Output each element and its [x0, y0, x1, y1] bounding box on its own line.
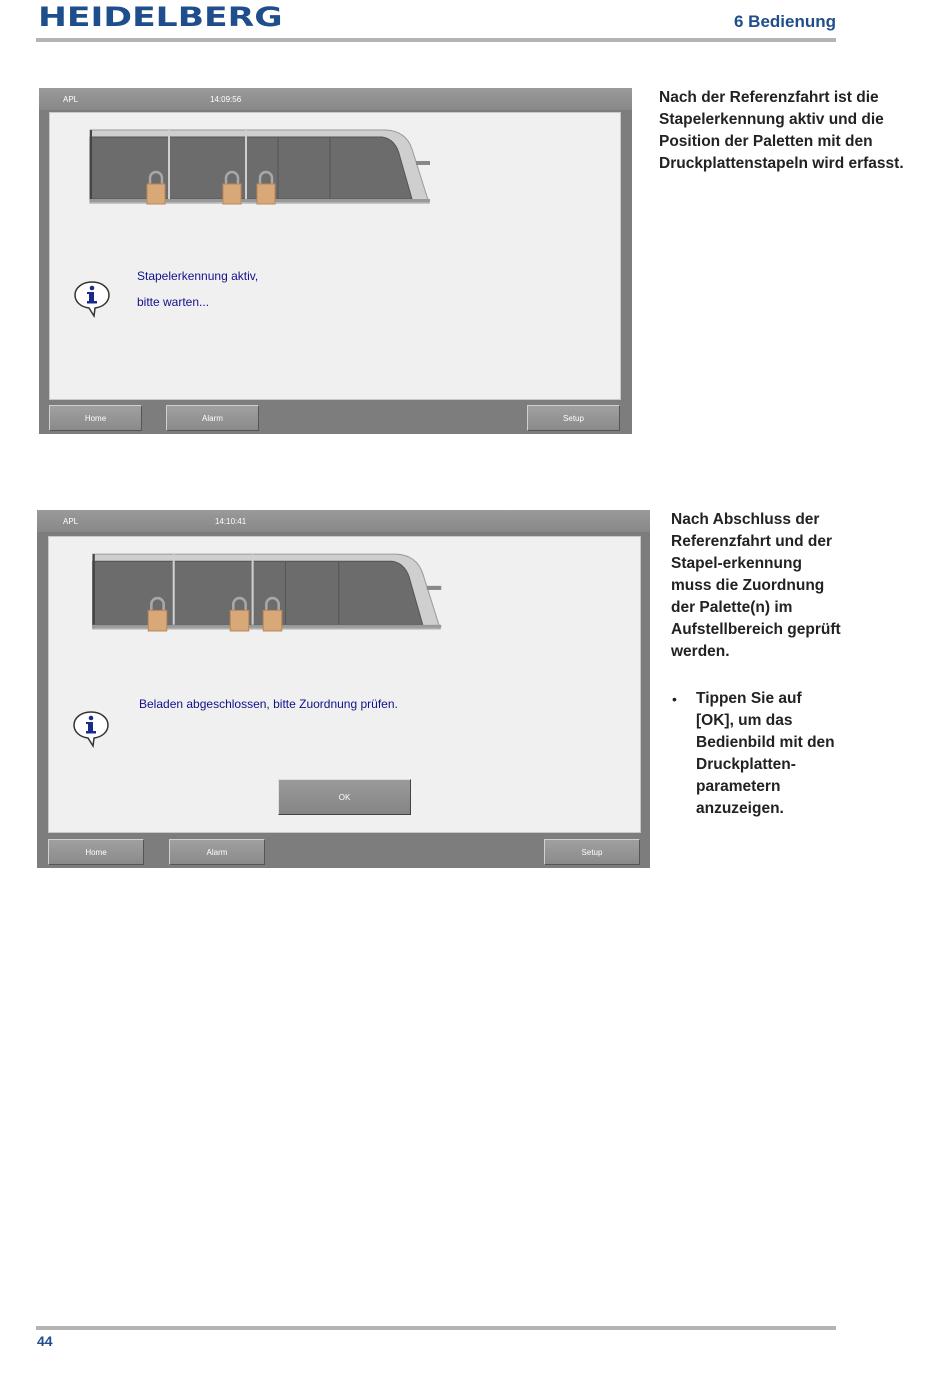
text-line: Stapel-erkennung: [671, 555, 802, 572]
clock: 14:09:56: [210, 95, 242, 104]
padlock-icon: [262, 595, 283, 632]
info-speech-bubble-icon: [72, 279, 112, 319]
padlock-icon: [229, 595, 250, 632]
text-line: parametern: [696, 778, 781, 795]
header-rule: [36, 38, 836, 42]
instruction-bullet: [672, 688, 835, 820]
bullet-icon: •: [672, 691, 677, 707]
alarm-button[interactable]: Alarm: [169, 839, 265, 865]
text-line: Aufstellbereich geprüft: [671, 621, 841, 638]
status-message-line2: bitte warten...: [137, 295, 210, 309]
text-line: Position der Paletten mit den: [659, 133, 873, 150]
text-line: Nach Abschluss der: [671, 511, 820, 528]
info-speech-bubble-icon: [71, 709, 111, 749]
text-line: Druckplattenstapeln wird erfasst.: [659, 155, 904, 172]
text-line: Stapelerkennung aktiv und die: [659, 111, 884, 128]
description-text-2: [671, 509, 841, 663]
text-line: [OK], um das: [696, 712, 793, 729]
screen-loading-complete: [37, 510, 650, 868]
text-line: Druckplatten-: [696, 756, 796, 773]
clock: 14:10:41: [215, 517, 247, 526]
app-label: APL: [63, 95, 79, 104]
status-message-line1: Stapelerkennung aktiv,: [137, 269, 259, 283]
text-line: werden.: [671, 643, 730, 660]
text-line: Nach der Referenzfahrt ist die: [659, 89, 879, 106]
setup-button[interactable]: Setup: [527, 405, 620, 431]
page-number: 44: [37, 1333, 53, 1349]
app-label: APL: [63, 517, 79, 526]
home-button[interactable]: Home: [48, 839, 144, 865]
padlock-icon: [146, 169, 166, 205]
status-message: Beladen abgeschlossen, bitte Zuordnung prüfen.: [139, 697, 398, 711]
title-bar: [37, 510, 650, 532]
title-bar: [39, 88, 632, 110]
padlock-icon: [147, 595, 168, 632]
text-line: Bedienbild mit den: [696, 734, 835, 751]
home-button[interactable]: Home: [49, 405, 142, 431]
screen-stack-detection: [39, 88, 632, 434]
heidelberg-logo: HEIDELBERG: [38, 2, 283, 33]
padlock-icon: [256, 169, 276, 205]
footer-rule: [36, 1326, 836, 1330]
text-line: Referenzfahrt und der: [671, 533, 833, 550]
screen-content: [49, 112, 621, 400]
text-line: anzuzeigen.: [696, 800, 784, 817]
setup-button[interactable]: Setup: [544, 839, 640, 865]
padlock-icon: [222, 169, 242, 205]
chapter-title: 6 Bedienung: [733, 12, 836, 31]
alarm-button[interactable]: Alarm: [166, 405, 259, 431]
ok-button[interactable]: OK: [278, 779, 411, 815]
text-line: muss die Zuordnung: [671, 577, 825, 594]
description-text-1: [659, 87, 904, 175]
text-line: Tippen Sie auf: [696, 690, 802, 707]
screen-content: [48, 536, 641, 833]
text-line: der Palette(n) im: [671, 599, 793, 616]
